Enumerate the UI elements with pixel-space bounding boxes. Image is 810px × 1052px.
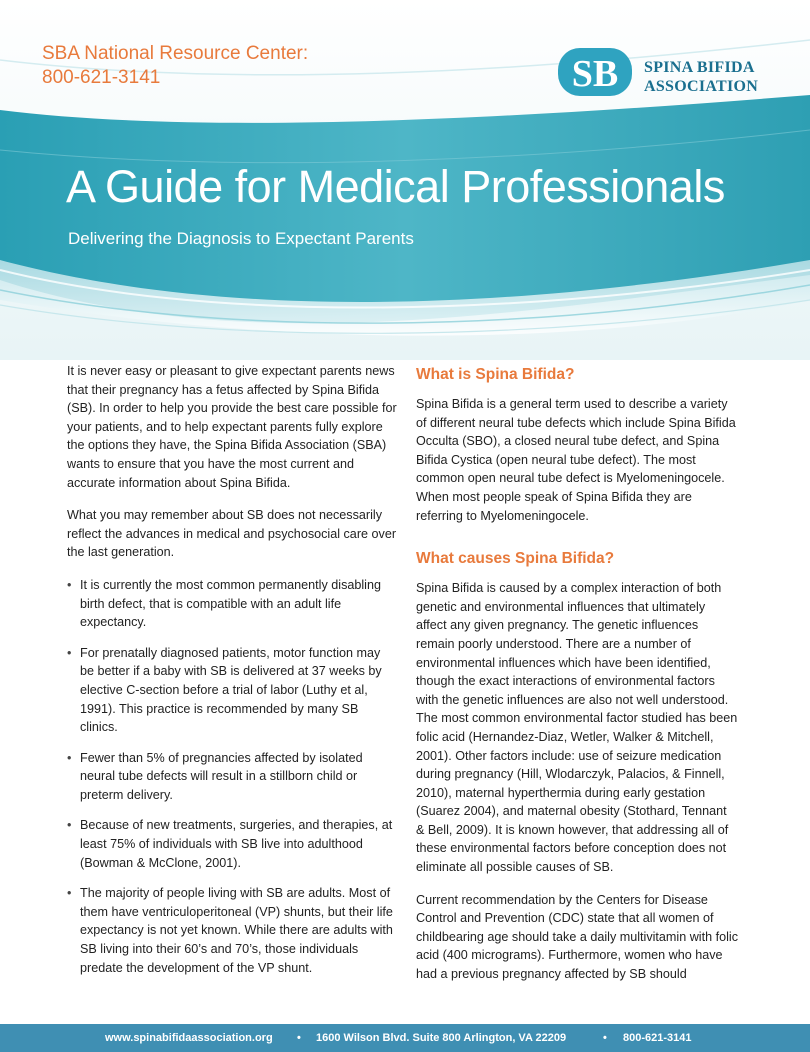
footer-website-link[interactable]: www.spinabifidaassociation.org (105, 1032, 273, 1044)
resource-center-phone: 800-621-3141 (42, 67, 161, 88)
page-subtitle: Delivering the Diagnosis to Expectant Parents (68, 229, 414, 248)
logo-line-2: ASSOCIATION (644, 78, 759, 95)
remember-paragraph: What you may remember about SB does not necessarily reflect the advances in medical and psychosocial care over the last generation. (67, 508, 397, 560)
what-is-paragraph: Spina Bifida is a general term used to describe a variety of different neural tube defects which include Spina Bifida Occulta (SBO), a closed neural tube defect, and Spina Bifida Cystica (open neural tube defect). The most common open neural tube defect is Myelomeningocele. When most people speak of Spina Bifida they are referring to Myelomeningocele. (416, 397, 736, 523)
list-item: • Because of new treatments, surgeries, and therapies, at least 75% of individuals with SB live into adulthood (Bowman & McClone, 2001). (67, 816, 397, 872)
left-column (67, 362, 397, 989)
logo-wordmark (644, 58, 758, 96)
resource-center-label: SBA National Resource Center: (42, 43, 309, 64)
list-item: • Fewer than 5% of pregnancies affected by isolated neural tube defects will result in a stillborn child or preterm delivery. (67, 749, 397, 805)
section-heading-what-is: What is Spina Bifida? (416, 366, 575, 383)
resource-center (42, 42, 308, 90)
section-heading-causes: What causes Spina Bifida? (416, 550, 615, 568)
sba-logo (556, 44, 776, 104)
logo-letters: SB (571, 53, 619, 95)
intro-paragraph: It is never easy or pleasant to give expectant parents news that their pregnancy has a fetus affected by Spina Bifida (SB). In order to help you provide the best care possible for your patients, and to help expectant parents fully explore the options they have, the Spina Bifida Association (SBA) wants to ensure that you have the most current and accurate information about Spina Bifida. (67, 364, 397, 490)
footer-separator: • (297, 1032, 301, 1044)
facts-list (67, 576, 397, 977)
cdc-paragraph: Current recommendation by the Centers for Disease Control and Prevention (CDC) state that all women of childbearing age should take a daily multivitamin with folic acid (400 micrograms). Furthermore, women who have had a previous pregnancy affected by SB should (416, 892, 739, 982)
footer-address: 1600 Wilson Blvd. Suite 800 Arlington, VA 22209 (316, 1032, 567, 1044)
footer-bar (0, 1024, 810, 1052)
sb-logo-mark (556, 44, 636, 100)
right-column (416, 365, 738, 998)
list-item: • For prenatally diagnosed patients, motor function may be better if a baby with SB is delivered at 37 weeks by elective C-section before a trial of labor (Luthy et al, 1991). This practice is recommended by many SB clinics. (67, 644, 397, 737)
list-item: • The majority of people living with SB are adults. Most of them have ventriculoperitoneal (VP) shunts, but their life expectancy is not yet known. While there are adults with SB living into their 60’s and 70’s, those individuals predate the development of the VP shunt. (67, 884, 397, 977)
footer-phone: 800-621-3141 (623, 1032, 692, 1044)
list-item: • It is currently the most common permanently disabling birth defect, that is compatible with an adult life expectancy. (67, 576, 397, 632)
logo-line-1: SPINA BIFIDA (644, 59, 755, 76)
page-title: A Guide for Medical Professionals (66, 161, 725, 212)
causes-paragraph: Spina Bifida is caused by a complex interaction of both genetic and environmental influences that ultimately affect any given pregnancy. The genetic influences remain poorly understood. There are a number of environmental influences which have been identified, though the exact interactions of environmental factors with the genetic influences are also not well understood. The most common environmental factor studied has been folic acid (Hernandez-Diaz, Wetler, Walker & Mitchell, 2001). Other factors include: use of seizure medication during pregnancy (Hill, Wlodarczyk, Palacios, & Finnell, 2010), maternal hyperthermia during early gestation (Suarez 2004), and maternal obesity (Stothard, Tennant & Bell, 2009). It is known however, that addressing all of these environmental factors before conception does not eliminate all possible causes of SB. (416, 581, 738, 875)
footer-separator: • (603, 1032, 607, 1044)
